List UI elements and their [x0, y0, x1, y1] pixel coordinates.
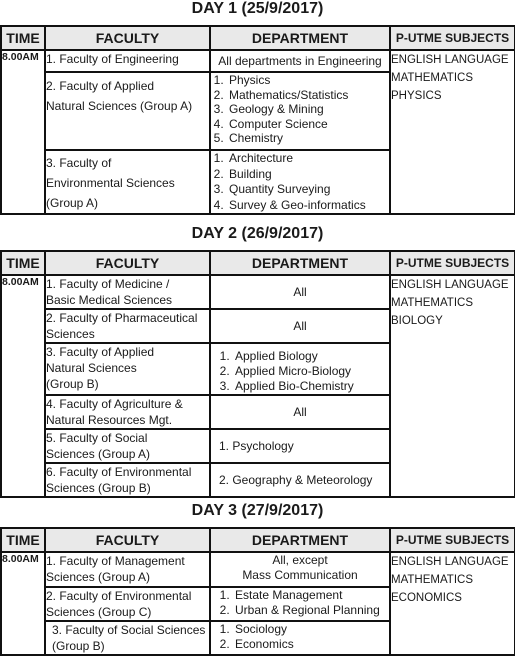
- time-cell: 8.00AM: [1, 50, 45, 214]
- faculty-line: (Group A): [46, 196, 99, 210]
- department-text: All departments in Engineering: [218, 53, 382, 68]
- faculty-cell: [45, 50, 210, 72]
- department-header: DEPARTMENT: [210, 251, 390, 275]
- department-cell: [210, 395, 390, 429]
- faculty-line: Sciences: [46, 327, 95, 341]
- faculty-line: 3. Faculty of: [46, 156, 112, 170]
- faculty-cell: [45, 621, 210, 655]
- department-item: 1. Architecture: [227, 151, 389, 167]
- faculty-cell: [45, 552, 210, 587]
- faculty-line: Sciences (Group C): [46, 605, 152, 619]
- day-1-title: DAY 1 (25/9/2017): [191, 0, 324, 17]
- subject-item: ENGLISH LANGUAGE: [391, 556, 509, 568]
- department-list: [211, 588, 389, 617]
- table-row: [1, 552, 515, 587]
- department-item: 2. Economics: [233, 637, 389, 652]
- department-item: 1. Sociology: [233, 622, 389, 637]
- department-item: 1. Applied Biology: [233, 349, 389, 364]
- department-item: 4. Computer Science: [227, 117, 389, 132]
- subject-item: MATHEMATICS: [391, 297, 473, 309]
- faculty-line: Basic Medical Sciences: [46, 293, 173, 307]
- table-row: [1, 50, 515, 72]
- subjects-cell: [390, 275, 515, 497]
- time-header: TIME: [1, 251, 45, 275]
- department-text: All, except: [272, 553, 328, 567]
- department-cell: [210, 50, 390, 72]
- department-list: [211, 622, 389, 651]
- faculty-line: Sciences (Group A): [46, 447, 151, 461]
- faculty-cell: [45, 395, 210, 429]
- time-cell: 8.00AM: [1, 552, 45, 655]
- subject-item: MATHEMATICS: [391, 72, 473, 84]
- time-header: TIME: [1, 528, 45, 552]
- department-header: DEPARTMENT: [210, 528, 390, 552]
- department-item: 4. Survey & Geo-informatics: [227, 198, 389, 214]
- department-cell: [210, 621, 390, 655]
- department-list: [211, 73, 389, 146]
- faculty-line: 2. Faculty of Applied: [46, 79, 155, 93]
- department-cell: [210, 429, 390, 463]
- department-item: 2. Applied Micro-Biology: [233, 364, 389, 379]
- faculty-header: FACULTY: [45, 528, 210, 552]
- department-list: [211, 349, 389, 394]
- faculty-line: Natural Sciences (Group A): [46, 99, 193, 113]
- subjects-cell: [390, 552, 515, 655]
- department-text: 1. Psychology: [219, 438, 294, 453]
- subject-item: ENGLISH LANGUAGE: [391, 54, 509, 66]
- faculty-line: Sciences (Group A): [46, 570, 151, 584]
- faculty-cell: [45, 150, 210, 214]
- department-cell: [210, 552, 390, 587]
- time-cell: 8.00AM: [1, 275, 45, 497]
- faculty-cell: [45, 587, 210, 621]
- department-item: 3. Geology & Mining: [227, 102, 389, 117]
- faculty-cell: [45, 429, 210, 463]
- faculty-line: Natural Sciences: [46, 361, 137, 375]
- department-item: 5. Chemistry: [227, 131, 389, 146]
- department-item: 1. Estate Management: [233, 588, 389, 603]
- faculty-line: 4. Faculty of Agriculture &: [46, 397, 183, 411]
- faculty-line: Environmental Sciences: [46, 176, 175, 190]
- faculty-line: 1. Faculty of Management: [46, 554, 185, 568]
- faculty-cell: [45, 275, 210, 309]
- department-cell: [210, 587, 390, 621]
- faculty-cell: [45, 343, 210, 395]
- faculty-line: 2. Faculty of Environmental: [46, 589, 192, 603]
- department-cell: [210, 150, 390, 214]
- subject-item: ECONOMICS: [391, 592, 462, 604]
- time-header: TIME: [1, 26, 45, 50]
- faculty-line: Natural Resources Mgt.: [46, 413, 173, 427]
- department-text: All: [293, 318, 307, 333]
- faculty-header: FACULTY: [45, 251, 210, 275]
- faculty-line: 3. Faculty of Social Sciences: [52, 623, 206, 637]
- department-item: 2. Urban & Regional Planning: [233, 603, 389, 618]
- department-cell: [210, 72, 390, 150]
- faculty-line: Sciences (Group B): [46, 481, 151, 495]
- faculty-header: FACULTY: [45, 26, 210, 50]
- header-row: [1, 528, 515, 552]
- table-row: [1, 275, 515, 309]
- faculty-cell: [45, 309, 210, 343]
- day-3-table: [0, 527, 515, 656]
- department-header: DEPARTMENT: [210, 26, 390, 50]
- department-cell: [210, 309, 390, 343]
- department-cell: [210, 463, 390, 497]
- department-cell: [210, 343, 390, 395]
- faculty-line: 6. Faculty of Environmental: [46, 465, 192, 479]
- header-row: [1, 26, 515, 50]
- day-1-table: [0, 25, 515, 215]
- faculty-line: 1. Faculty of Engineering: [46, 52, 179, 66]
- department-item: 3. Applied Bio-Chemistry: [233, 379, 389, 394]
- subjects-header: P-UTME SUBJECTS: [390, 26, 515, 50]
- subject-item: BIOLOGY: [391, 315, 443, 327]
- department-text: 2. Geography & Meteorology: [219, 472, 373, 487]
- header-row: [1, 251, 515, 275]
- subjects-header: P-UTME SUBJECTS: [390, 528, 515, 552]
- faculty-line: 3. Faculty of Applied: [46, 345, 155, 359]
- department-item: 1. Physics: [227, 73, 389, 88]
- department-item: 2. Building: [227, 167, 389, 183]
- department-text: All: [293, 404, 307, 419]
- department-text: All: [293, 284, 307, 299]
- day-3-title: DAY 3 (27/9/2017): [191, 502, 324, 519]
- faculty-line: 1. Faculty of Medicine /: [46, 277, 170, 291]
- faculty-cell: [45, 72, 210, 150]
- faculty-line: (Group B): [46, 377, 99, 391]
- department-list: [211, 151, 389, 213]
- faculty-line: 5. Faculty of Social: [46, 431, 148, 445]
- faculty-line: (Group B): [52, 639, 105, 653]
- subject-item: MATHEMATICS: [391, 574, 473, 586]
- subjects-header: P-UTME SUBJECTS: [390, 251, 515, 275]
- department-item: 2. Mathematics/Statistics: [227, 88, 389, 103]
- department-text: Mass Communication: [242, 567, 358, 582]
- subjects-cell: [390, 50, 515, 214]
- day-2-table: [0, 250, 515, 498]
- department-cell: [210, 275, 390, 309]
- faculty-line: 2. Faculty of Pharmaceutical: [46, 311, 198, 325]
- faculty-cell: [45, 463, 210, 497]
- subject-item: ENGLISH LANGUAGE: [391, 279, 509, 291]
- day-2-title: DAY 2 (26/9/2017): [191, 225, 324, 242]
- subject-item: PHYSICS: [391, 90, 442, 102]
- department-item: 3. Quantity Surveying: [227, 182, 389, 198]
